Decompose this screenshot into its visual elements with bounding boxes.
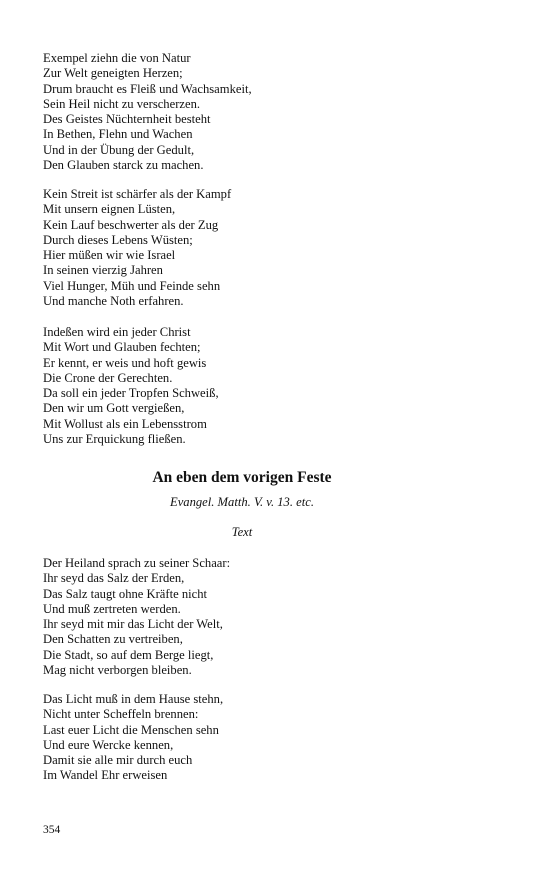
verse-line: Sein Heil nicht zu verscherzen.	[43, 96, 201, 111]
verse-line: Und manche Noth erfahren.	[43, 294, 184, 309]
verse-line: Das Licht muß in dem Hause stehn,	[43, 692, 224, 706]
verse-line: Die Stadt, so auf dem Berge liegt,	[43, 647, 214, 662]
poem-stanza	[43, 51, 483, 173]
page-number: 354	[43, 824, 61, 836]
verse-line: Und eure Wercke kennen,	[43, 737, 174, 752]
verse-line: Den Schatten zu vertreiben,	[43, 632, 183, 647]
verse-line: Er kennt, er weis und hoft gewis	[43, 355, 207, 370]
verse-line: Zur Welt geneigten Herzen;	[43, 66, 183, 81]
verse-line: Da soll ein jeder Tropfen Schweiß,	[43, 386, 219, 401]
verse-line: Damit sie alle mir durch euch	[43, 753, 193, 768]
verse-line: Die Crone der Gerechten.	[43, 370, 173, 385]
verse-line: Drum braucht es Fleiß und Wachsamkeit,	[43, 81, 252, 96]
verse-line: Des Geistes Nüchternheit besteht	[43, 112, 211, 127]
poem-stanza	[43, 325, 483, 447]
section-subtitle: Evangel. Matth. V. v. 13. etc.	[170, 495, 314, 509]
verse-line: Ihr seyd das Salz der Erden,	[43, 571, 185, 586]
verse-line: In Bethen, Flehn und Wachen	[43, 127, 193, 142]
verse-line: Den Glauben starck zu machen.	[43, 158, 204, 173]
verse-line: Mit Wollust als ein Lebensstrom	[43, 416, 207, 431]
verse-line: Und muß zertreten werden.	[43, 601, 181, 616]
verse-line: Mit Wort und Glauben fechten;	[43, 340, 201, 355]
verse-line: Indeßen wird ein jeder Christ	[43, 325, 191, 339]
verse-line: Ihr seyd mit mir das Licht der Welt,	[43, 617, 223, 632]
verse-line: Der Heiland sprach zu seiner Schaar:	[43, 556, 231, 570]
verse-line: Durch dieses Lebens Wüsten;	[43, 232, 193, 247]
poem-stanza	[43, 692, 483, 784]
verse-line: Mit unsern eignen Lüsten,	[43, 202, 176, 217]
section-label: Text	[231, 525, 253, 539]
poem-stanza	[43, 556, 483, 678]
verse-line: Kein Streit ist schärfer als der Kampf	[43, 187, 232, 201]
verse-line: In seinen vierzig Jahren	[43, 263, 163, 278]
section-title: An eben dem vorigen Feste	[152, 469, 332, 486]
verse-line: Im Wandel Ehr erweisen	[43, 768, 168, 783]
verse-line: Last euer Licht die Menschen sehn	[43, 722, 219, 737]
verse-line: Mag nicht verborgen bleiben.	[43, 663, 192, 678]
verse-line: Nicht unter Scheffeln brennen:	[43, 707, 199, 722]
verse-line: Exempel ziehn die von Natur	[43, 51, 191, 65]
verse-line: Hier müßen wir wie Israel	[43, 248, 176, 263]
verse-line: Kein Lauf beschwerter als der Zug	[43, 217, 219, 232]
verse-line: Viel Hunger, Müh und Feinde sehn	[43, 278, 221, 293]
poem-stanza	[43, 187, 483, 309]
verse-line: Den wir um Gott vergießen,	[43, 401, 185, 416]
verse-line: Uns zur Erquickung fließen.	[43, 432, 186, 447]
verse-line: Das Salz taugt ohne Kräfte nicht	[43, 586, 208, 601]
verse-line: Und in der Übung der Gedult,	[43, 142, 195, 157]
